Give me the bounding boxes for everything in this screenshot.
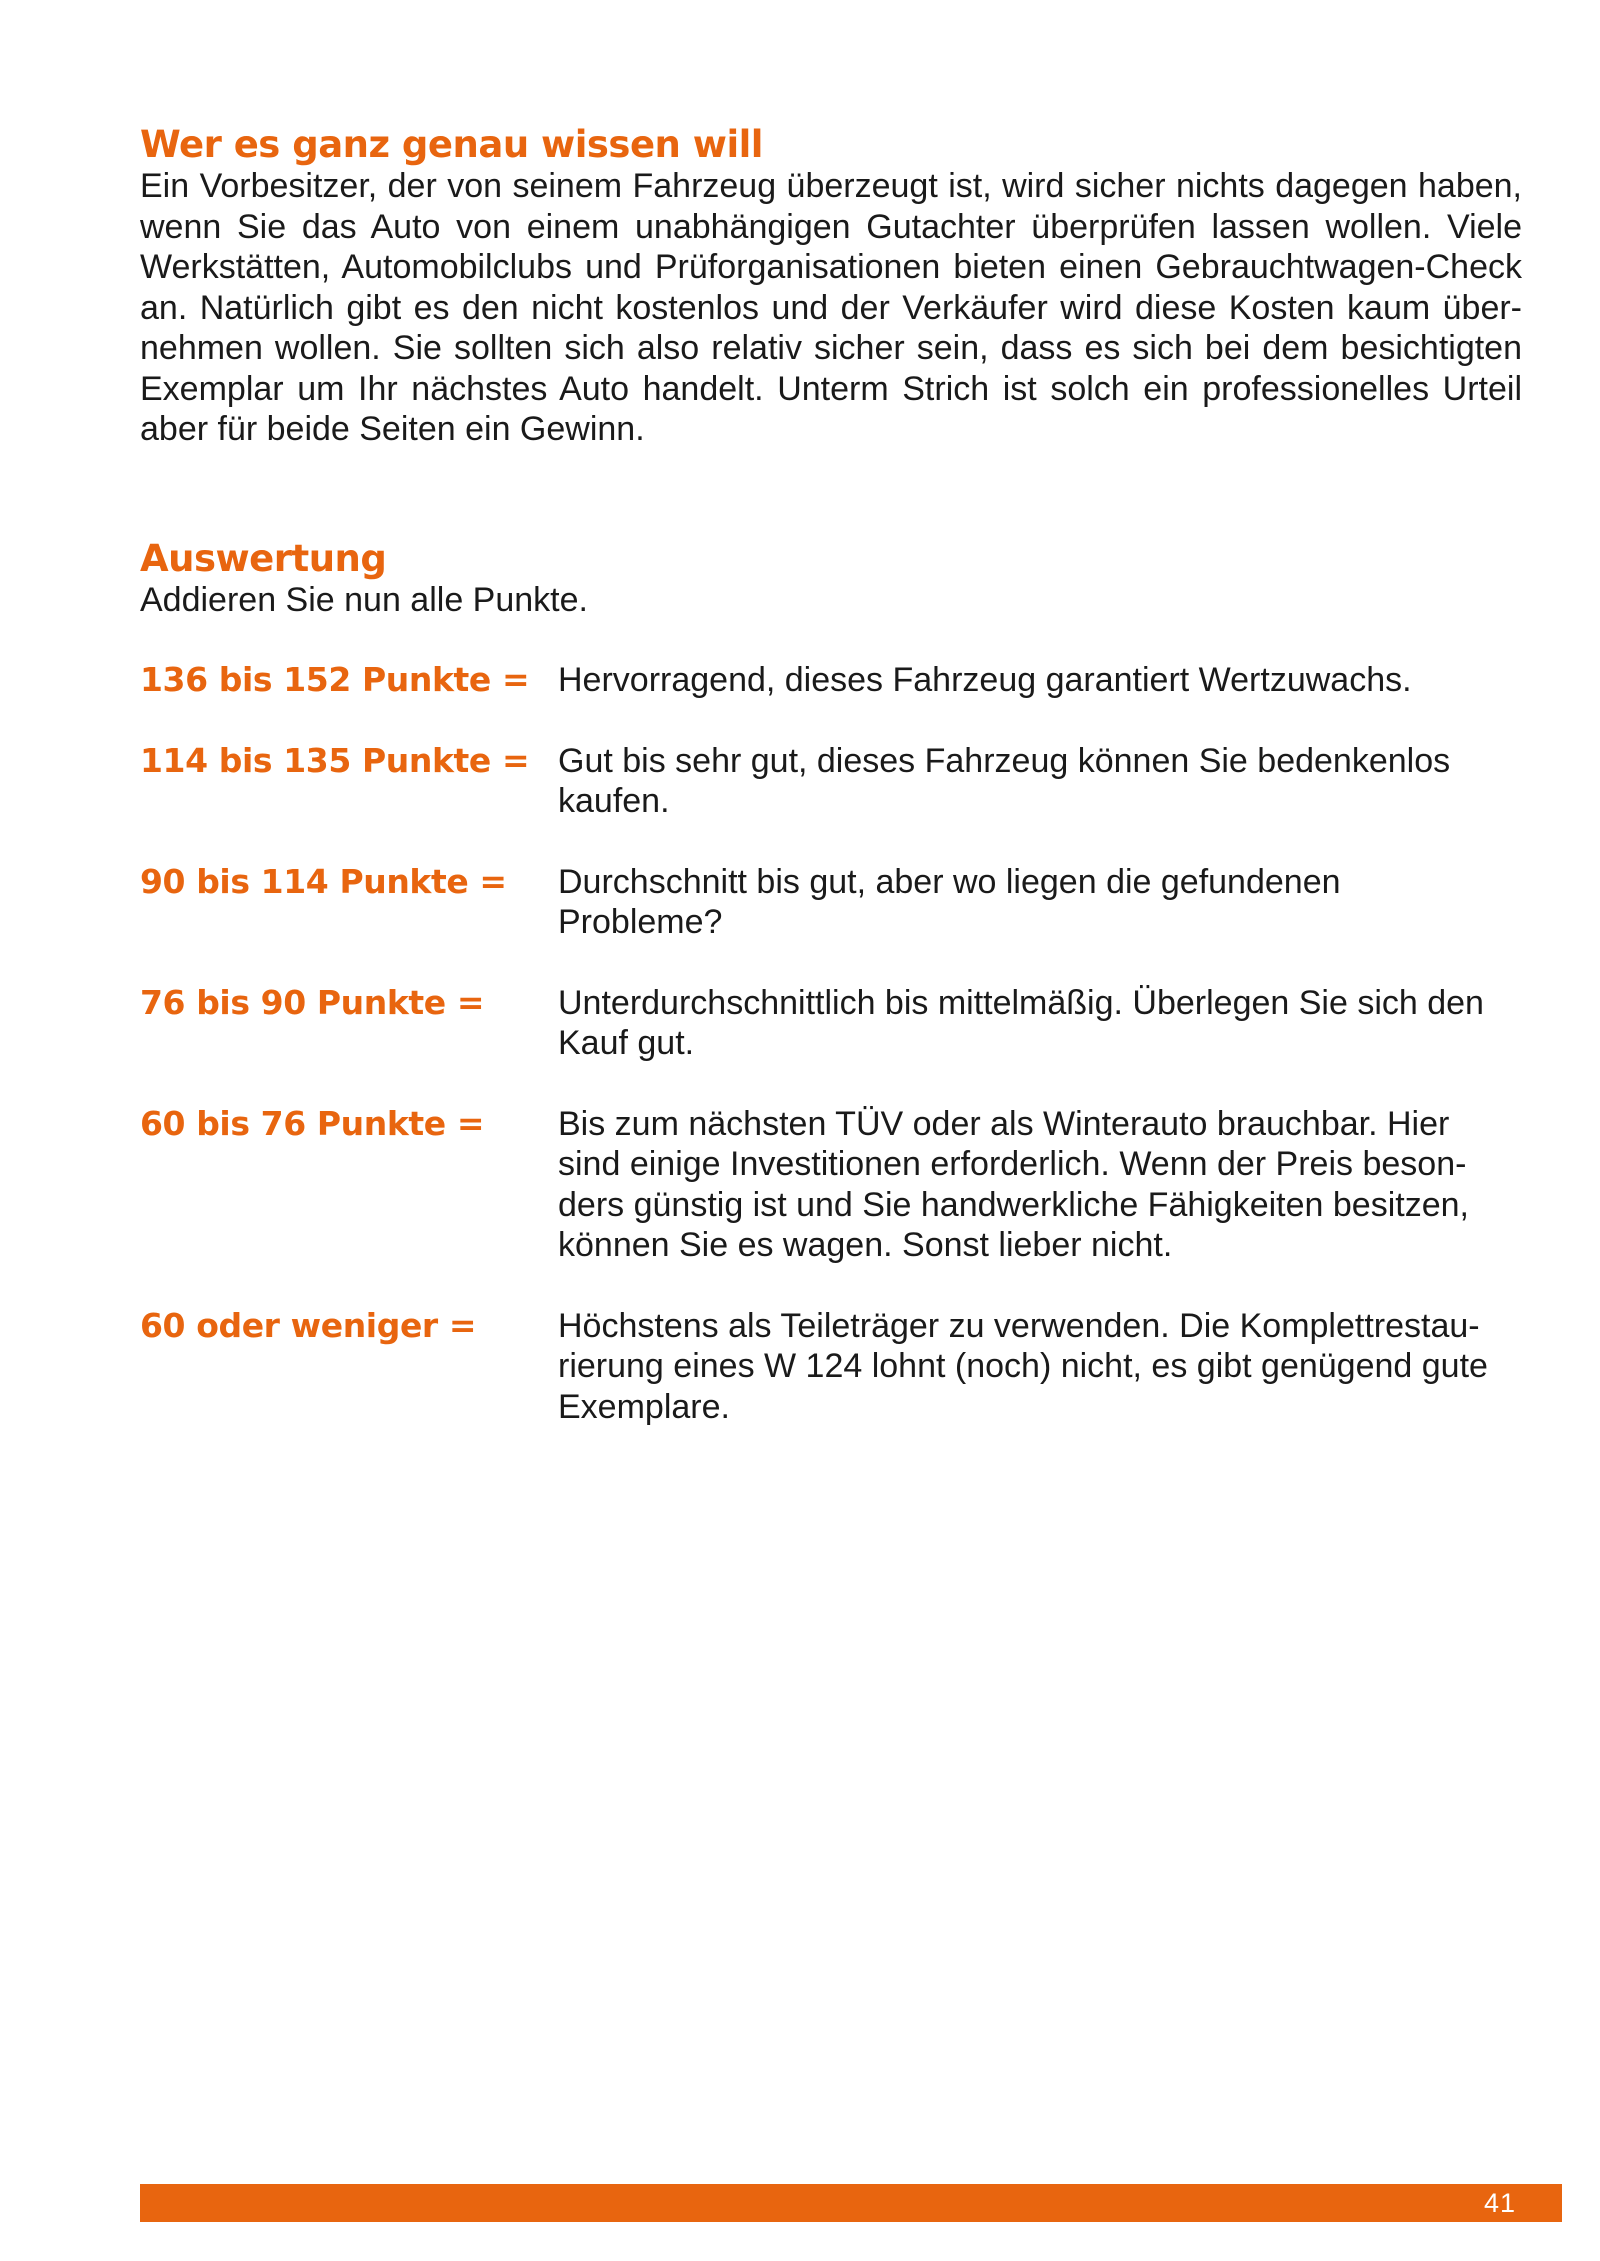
score-row: [140, 1306, 1522, 1428]
score-description: Hervorragend, dieses Fahrzeug garantiert Wertzuwachs.: [558, 661, 1412, 699]
score-row: [140, 1104, 1522, 1266]
page-content: [140, 124, 1522, 1467]
score-range-label: 76 bis 90 Punkte =: [140, 982, 485, 1022]
score-description: Höchstens als Teileträger zu verwenden. Die Komplettrestaurierung eines W 124 lohnt (noch) nicht, es gibt genügend gute Exemplare.: [558, 1306, 1488, 1426]
score-row: [140, 741, 1522, 822]
section-heading: Auswertung: [140, 536, 387, 580]
score-range-label: 136 bis 152 Punkte =: [140, 660, 530, 699]
score-row: [140, 862, 1522, 943]
score-range-label: 114 bis 135 Punkte =: [140, 740, 530, 780]
score-description: Unterdurchschnittlich bis mittelmäßig. Überlegen Sie sich den Kauf gut.: [558, 983, 1484, 1062]
section-intro: Addieren Sie nun alle Punkte.: [140, 580, 588, 619]
section-wer-es-ganz-genau: [140, 124, 1522, 450]
score-description: Gut bis sehr gut, dieses Fahrzeug können Sie bedenkenlos kaufen.: [558, 741, 1451, 820]
score-description: Bis zum nächsten TÜV oder als Winterauto brauchbar. Hier sind einige Investitionen erforderlich. Wenn der Preis besonders günstig ist und Sie handwerkliche Fähigkeiten besitzen, können Sie es wagen. Sonst lieber nicht.: [558, 1104, 1469, 1264]
score-range-label: 90 bis 114 Punkte =: [140, 861, 507, 901]
section-heading: Wer es ganz genau wissen will: [140, 123, 763, 166]
section-auswertung: [140, 538, 1522, 1428]
section-paragraph: Ein Vorbesitzer, der von seinem Fahrzeug überzeugt ist, wird sicher nichts dagegen haben, wenn Sie das Auto von einem unabhängigen Gutachter überprüfen lassen wollen. Viele Werkstätten, Automobilclubs und Prüforganisationen bieten einen Gebrauchtwagen-Check an. Natürlich gibt es den nicht kostenlos und der Verkäufer wird diese Kosten kaum übernehmen wollen. Sie sollten sich also relativ sicher sein, dass es sich bei dem besichtigten Exemplar um Ihr nächstes Auto handelt. Unterm Strich ist solch ein professionelles Urteil aber für beide Seiten ein Gewinn.: [140, 167, 1522, 448]
score-range-label: 60 oder weniger =: [140, 1305, 477, 1345]
page-number: 41: [1483, 2188, 1516, 2218]
score-range-label: 60 bis 76 Punkte =: [140, 1103, 485, 1143]
score-row: [140, 983, 1522, 1064]
footer-bar: [140, 2184, 1562, 2222]
score-list: [140, 660, 1522, 1427]
score-description: Durchschnitt bis gut, aber wo liegen die gefundenen Probleme?: [558, 862, 1341, 941]
score-row: [140, 660, 1522, 701]
